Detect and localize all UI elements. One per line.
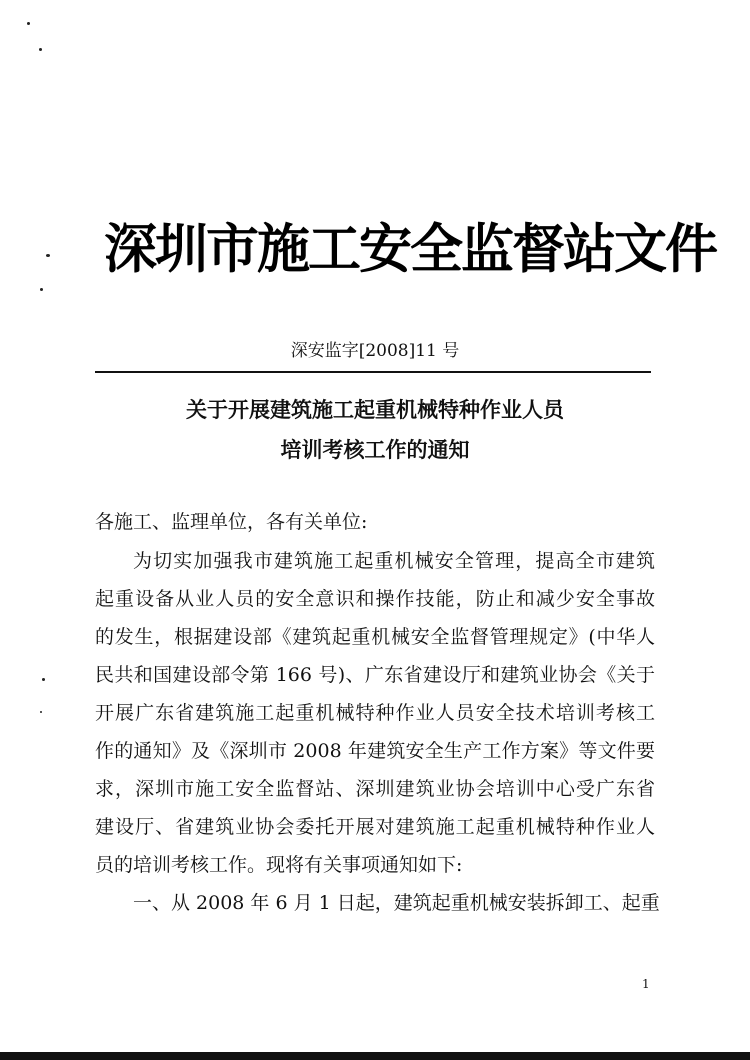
salutation: 各施工、监理单位，各有关单位: (95, 511, 368, 533)
body-line: 的发生，根据建设部《建筑起重机械安全监督管理规定》(中华人 (95, 626, 655, 648)
subject-line-1: 关于开展建筑施工起重机械特种作业人员 (186, 397, 564, 422)
scan-speck (40, 711, 42, 713)
document-number: 深安监字[2008]11 号 (290, 341, 460, 361)
body-line: 为切实加强我市建筑施工起重机械安全管理，提高全市建筑 (133, 550, 655, 572)
body-line: 建设厅、省建筑业协会委托开展对建筑施工起重机械特种作业人 (95, 816, 655, 838)
scan-speck (46, 254, 50, 257)
body-line: 一、从 2008 年 6 月 1 日起，建筑起重机械安装拆卸工、起重 (133, 892, 660, 914)
scan-bottom-edge (0, 1052, 750, 1060)
scan-speck (40, 288, 43, 291)
body-line: 开展广东省建筑施工起重机械特种作业人员安全技术培训考核工 (95, 702, 655, 724)
page-number: 1 (642, 977, 650, 991)
body-line: 员的培训考核工作。现将有关事项通知如下: (95, 854, 463, 876)
body-line: 民共和国建设部令第 166 号)、广东省建设厅和建筑业协会《关于 (95, 664, 655, 686)
subject-line-2: 培训考核工作的通知 (280, 437, 470, 462)
body-line: 求，深圳市施工安全监督站、深圳建筑业协会培训中心受广东省 (95, 778, 655, 800)
scan-speck (27, 22, 30, 25)
scan-speck (42, 678, 45, 681)
header-divider (95, 371, 651, 373)
scan-speck (39, 48, 42, 51)
body-line: 起重设备从业人员的安全意识和操作技能，防止和减少安全事故 (95, 588, 655, 610)
issuer-title: 深圳市施工安全监督站文件 (104, 218, 716, 280)
body-line: 作的通知》及《深圳市 2008 年建筑安全生产工作方案》等文件要 (95, 740, 655, 762)
